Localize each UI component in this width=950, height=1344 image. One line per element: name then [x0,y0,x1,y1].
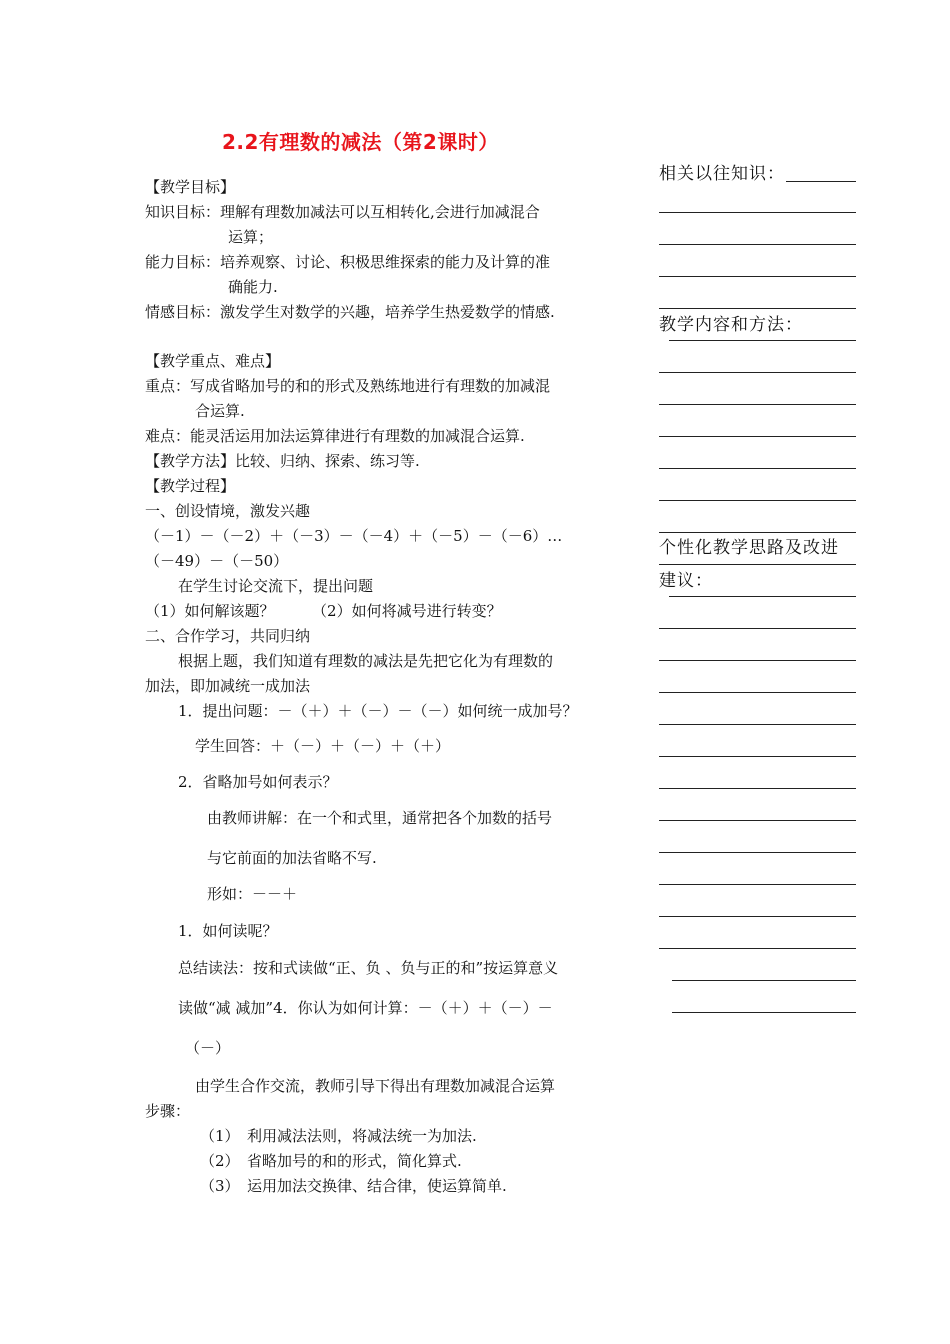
note-line [659,692,856,693]
text-line: 读做“减 减加”4．你认为如何计算：－（＋）＋（－）－ [178,999,553,1017]
note-line [659,724,856,725]
section-heading-keypoints: 【教学重点、难点】 [145,352,281,370]
note-line [669,340,856,341]
side-heading-content-methods: 教学内容和方法： [659,315,803,335]
note-line [659,820,856,821]
text-line: 与它前面的加法省略不写. [207,849,377,867]
note-line [659,916,856,917]
note-line [659,852,856,853]
note-line [659,244,856,245]
text-line: 难点：能灵活运用加法运算律进行有理数的加减混合运算. [145,427,525,445]
note-line [672,1012,856,1013]
text-line: 情感目标：激发学生对数学的兴趣，培养学生热爱数学的情感. [145,303,555,321]
note-line [659,788,856,789]
step-item: （2） 省略加号的和的形式，简化算式. [200,1152,462,1170]
step-item: （3） 运用加法交换律、结合律，使运算简单. [200,1177,507,1195]
page-title: 2.2有理数的减法（第2课时） [222,130,499,154]
note-line [659,436,856,437]
text-line: 由教师讲解：在一个和式里，通常把各个加数的括号 [207,809,553,827]
text-line: 形如：－－＋ [207,885,298,903]
note-line [659,564,856,565]
note-line [659,212,856,213]
section-heading-objectives: 【教学目标】 [145,178,236,196]
text-line: 运算； [228,228,274,246]
text-line: 确能力. [228,278,278,296]
text-line: 重点：写成省略加号的和的形式及熟练地进行有理数的加减混 [145,377,551,395]
side-heading-suggestions: 建议： [659,571,713,591]
section-heading-process: 【教学过程】 [145,477,236,495]
math-expression: （－49）－（－50） [145,552,289,570]
side-heading-personalized: 个性化教学思路及改进 [659,538,839,558]
note-line [659,308,856,309]
text-line: 2．省略加号如何表示？ [178,773,338,791]
text-line: 学生回答：＋（－）＋（－）＋（＋） [195,737,451,755]
text-line: 根据上题，我们知道有理数的减法是先把它化为有理数的 [178,652,554,670]
text-line: 二、合作学习，共同归纳 [145,627,311,645]
text-line: 一、创设情境，激发兴趣 [145,502,311,520]
text-line: 由学生合作交流，教师引导下得出有理数加减混合运算 [195,1077,556,1095]
note-line [659,948,856,949]
text-line: 加法，即加减统一成加法 [145,677,311,695]
text-line: 在学生讨论交流下，提出问题 [178,577,374,595]
note-line [659,404,856,405]
side-heading-prior-knowledge: 相关以往知识： [659,164,785,184]
note-line [659,884,856,885]
text-line: 1．如何读呢？ [178,922,278,940]
note-line [786,181,856,182]
note-line [659,500,856,501]
text-line: （1）如何解该题？ （2）如何将减号进行转变？ [145,602,502,620]
text-line: （－） [185,1039,231,1057]
note-line [672,980,856,981]
note-line [659,372,856,373]
step-item: （1） 利用减法法则，将减法统一为加法. [200,1127,477,1145]
note-line [659,756,856,757]
note-line [669,596,856,597]
text-line: 能力目标：培养观察、讨论、积极思维探索的能力及计算的准 [145,253,551,271]
note-line [659,468,856,469]
section-heading-methods: 【教学方法】比较、归纳、探索、练习等. [145,452,420,470]
text-line: 1．提出问题：－（＋）＋（－）－（－）如何统一成加号？ [178,702,578,720]
note-line [659,660,856,661]
note-line [659,276,856,277]
text-line: 步骤： [145,1102,191,1120]
note-line [659,628,856,629]
text-line: 知识目标：理解有理数加减法可以互相转化,会进行加减混合 [145,203,540,221]
text-line: 合运算. [195,402,245,420]
text-line: 总结读法：按和式读做“正、负 、负与正的和”按运算意义 [178,959,559,977]
note-line [659,532,856,533]
math-expression: （－1）－（－2）＋（－3）－（－4）＋（－5）－（－6）… [145,527,563,545]
